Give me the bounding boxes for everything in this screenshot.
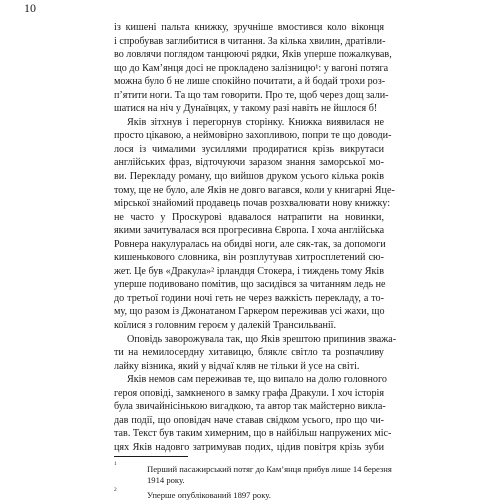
text-line: що до Кам’янця досі не прокладено залізницю¹: у вагоні потяга [114, 62, 389, 74]
text-line: можна було б не лише спокійно почитати, а й бодай трохи роз- [114, 76, 386, 88]
text-line: просто цікавою, а неймовірно захопливою, попри те що доводи- [114, 130, 392, 142]
page-number: 10 [24, 1, 36, 15]
text-line: дав події, що оповідач наче ставав свідком усього, про що чи- [114, 414, 384, 426]
text-line: во ловлячи поглядом танцюючі рядки, Яків уперше пожалкував, [114, 49, 392, 61]
text-line: уперше подивовано помітив, що засидівся за читанням ледь не [114, 279, 386, 291]
text-line: тому, ще не було, але Яків не довго вагався, коли у книгарні Яце- [114, 184, 395, 196]
footnote-2: 2 Уперше опублікований 1897 року. [114, 490, 384, 501]
text-line: ти на немилосердну хитавицю, бляклє світло та розпачливу [114, 347, 384, 359]
text-line: Яків немов сам переживав те, що випало на долю головного [127, 374, 387, 386]
text-line: і спробував заглибитися в читання. За кілька хвилин, дратівли- [114, 35, 386, 47]
text-line: тав. Текст був таким химерним, що в найбільш напружених міс- [114, 428, 392, 440]
text-line: му, що разом із Джонатаном Гаркером переживав усі жахи, що [114, 306, 385, 318]
text-line: лося із чималими зусиллями продиратися крізь викрутаси [114, 143, 384, 155]
text-line: Оповідь заворожувала так, що Яків зрештою припинив зважа- [127, 333, 397, 345]
text-line: героя оповіді, замкненого в замку графа Дракули. І хоч історія [114, 387, 384, 399]
text-line: п’ятити ноги. Та що там говорити. Про те, щоб через дощ зали- [114, 89, 389, 101]
text-line: Яків зітхнув і перегорнув сторінку. Книжка виявилася не [127, 116, 384, 128]
text-line: Ровнера накулуралась на обидві ноги, але сяк-так, за допомоги [114, 238, 386, 250]
text-line: до третьої години ночі геть не через важкість перекладу, а то- [114, 292, 384, 304]
text-line: коїлися з головним героєм у далекій Трансильванії. [114, 320, 337, 332]
text-line: англійських фраз, відточуючи заразом знання заморської мо- [114, 157, 384, 169]
main-text [114, 21, 397, 455]
text-line: не часто у Проскурові вдавалося натрапити на новинки, [114, 211, 384, 223]
text-line: цях Яків надовго затримував подих, цідив повітря крізь зуби [114, 441, 384, 453]
text-line: якими зачитувалася вся прогресивна Європа. І хоча англійська [114, 225, 385, 237]
footnote-text-line: 1914 року. [147, 475, 185, 485]
text-line: із кишені пальта книжку, зручніше вмостився коло віконця [114, 22, 384, 33]
text-line: лайку візника, який у відчаї кляв не тільки й усе на світі. [114, 360, 360, 372]
text-line: кишенькового словника, він розплутував хитросплетений сю- [114, 252, 384, 264]
footnotes [114, 456, 392, 501]
text-line: ви. Перекладу роману, що вийшов друком усього кілька років [114, 171, 384, 183]
footnote-divider [114, 456, 188, 457]
text-line: шатися на ніч у Дунаївцях, у такому разі навіть не йшлося б! [114, 103, 378, 115]
footnote-1: 1 Перший пасажирський потяг до Кам’янця прибув лише 14 березня 1914 року. [114, 461, 392, 485]
footnote-text-line: Перший пасажирський потяг до Кам’янця прибув лише 14 березня [147, 464, 392, 474]
text-line: мірської знайомий продавець почав розхвалювати нову книжку: [114, 198, 391, 210]
text-line: жет. Це був «Дракула»² ірландця Стокера, і тиждень тому Яків [114, 265, 384, 277]
footnote-text-line: Уперше опублікований 1897 року. [147, 490, 271, 500]
text-line: була звичайнісінькою вигадкою, та автор так майстерно викла- [114, 401, 386, 413]
